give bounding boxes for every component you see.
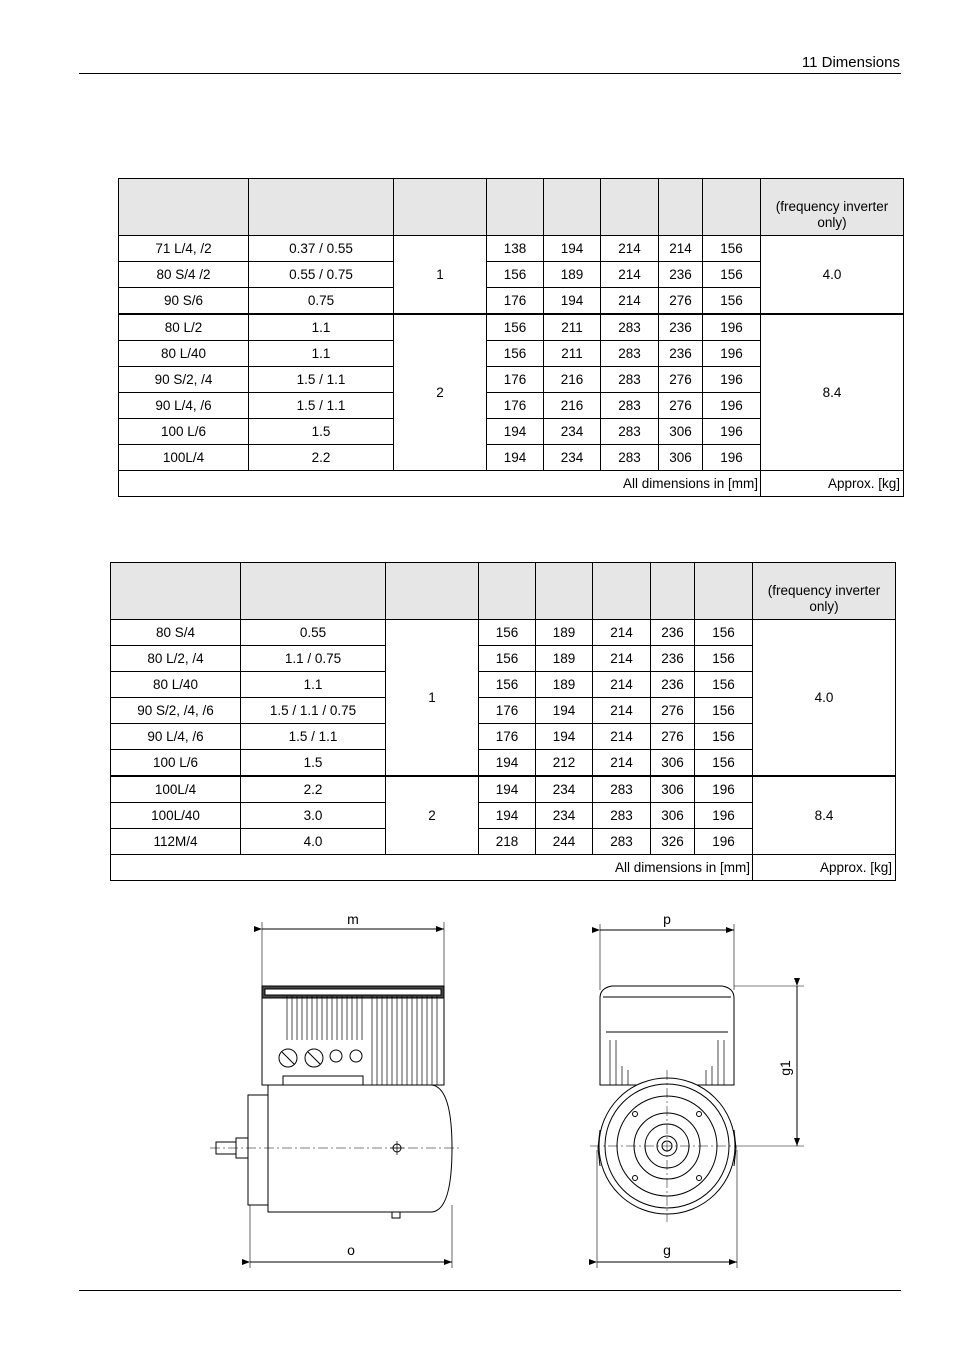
cell-dim: 196 (695, 803, 753, 829)
cell-dim: 306 (659, 445, 703, 471)
cell-dim: 306 (651, 776, 695, 803)
cell-type: 80 L/40 (119, 341, 249, 367)
cell-dim: 196 (703, 419, 761, 445)
dim-label-m: m (347, 911, 359, 927)
cell-power: 1.5 / 1.1 (249, 367, 394, 393)
cell-dim: 214 (601, 236, 659, 262)
cell-dim: 189 (536, 672, 593, 698)
cell-dim: 156 (695, 698, 753, 724)
cell-dim: 283 (593, 803, 651, 829)
weight-unit: Approx. [kg] (761, 471, 904, 497)
cell-type: 100L/4 (119, 445, 249, 471)
section-title: 11 Dimensions (801, 54, 900, 71)
cell-dim: 194 (487, 445, 544, 471)
cell-dim: 216 (544, 393, 601, 419)
cell-dim: 189 (544, 262, 601, 288)
cell-dim: 156 (695, 672, 753, 698)
cell-dim: 276 (659, 367, 703, 393)
cell-dim: 138 (487, 236, 544, 262)
dim-label-g: g (663, 1242, 671, 1258)
cell-power: 3.0 (241, 803, 386, 829)
cell-dim: 236 (659, 314, 703, 341)
cell-dim: 194 (544, 288, 601, 315)
cell-dim: 283 (601, 341, 659, 367)
cell-power: 2.2 (241, 776, 386, 803)
cell-dim: 276 (651, 724, 695, 750)
col-weight-header: (frequency inverter only) (761, 179, 904, 236)
cell-dim: 214 (593, 672, 651, 698)
cell-power: 2.2 (249, 445, 394, 471)
cell-power: 1.1 (241, 672, 386, 698)
cell-type: 90 L/4, /6 (119, 393, 249, 419)
cell-power: 1.1 / 0.75 (241, 646, 386, 672)
cell-dim: 234 (544, 419, 601, 445)
cell-type: 100L/40 (111, 803, 241, 829)
cell-type: 100 L/6 (119, 419, 249, 445)
cell-dim: 214 (593, 724, 651, 750)
cell-dim: 244 (536, 829, 593, 855)
cell-dim: 234 (536, 776, 593, 803)
cell-dim: 276 (651, 698, 695, 724)
cell-dim: 326 (651, 829, 695, 855)
cell-dim: 194 (536, 698, 593, 724)
cell-size: 2 (386, 776, 479, 855)
cell-dim: 176 (487, 288, 544, 315)
cell-dim: 176 (479, 724, 536, 750)
cell-dim: 156 (487, 314, 544, 341)
cell-type: 80 L/2, /4 (111, 646, 241, 672)
cell-dim: 276 (659, 393, 703, 419)
cell-size: 1 (394, 236, 487, 315)
cell-dim: 306 (659, 419, 703, 445)
cell-power: 1.5 (249, 419, 394, 445)
cell-weight: 8.4 (753, 776, 896, 855)
cell-dim: 276 (659, 288, 703, 315)
dim-label-g1: g1 (777, 1060, 793, 1076)
cell-dim: 194 (479, 776, 536, 803)
cell-dim: 156 (703, 288, 761, 315)
units-note: All dimensions in [mm] (119, 471, 761, 497)
cell-power: 1.5 / 1.1 (249, 393, 394, 419)
cell-weight: 8.4 (761, 314, 904, 471)
cell-dim: 216 (544, 367, 601, 393)
cell-size: 2 (394, 314, 487, 471)
cell-power: 1.1 (249, 341, 394, 367)
cell-dim: 283 (601, 314, 659, 341)
cell-dim: 194 (479, 803, 536, 829)
cell-type: 80 L/40 (111, 672, 241, 698)
cell-weight: 4.0 (761, 236, 904, 315)
cell-dim: 196 (703, 341, 761, 367)
cell-dim: 194 (536, 724, 593, 750)
col-weight-header: (frequency inverter only) (753, 563, 896, 620)
cell-dim: 214 (593, 698, 651, 724)
cell-power: 0.55 (241, 620, 386, 646)
weight-unit: Approx. [kg] (753, 855, 896, 881)
cell-dim: 306 (651, 750, 695, 777)
cell-power: 1.5 / 1.1 / 0.75 (241, 698, 386, 724)
cell-dim: 236 (651, 672, 695, 698)
cell-type: 80 S/4 (111, 620, 241, 646)
cell-type: 80 L/2 (119, 314, 249, 341)
cell-dim: 176 (479, 698, 536, 724)
cell-dim: 236 (659, 262, 703, 288)
cell-dim: 211 (544, 341, 601, 367)
cell-weight: 4.0 (753, 620, 896, 777)
cell-dim: 156 (703, 262, 761, 288)
cell-dim: 196 (703, 314, 761, 341)
cell-dim: 234 (536, 803, 593, 829)
cell-type: 90 L/4, /6 (111, 724, 241, 750)
cell-dim: 176 (487, 393, 544, 419)
cell-dim: 214 (659, 236, 703, 262)
cell-power: 1.5 (241, 750, 386, 777)
cell-power: 1.5 / 1.1 (241, 724, 386, 750)
cell-dim: 211 (544, 314, 601, 341)
cell-dim: 196 (695, 776, 753, 803)
cell-dim: 306 (651, 803, 695, 829)
cell-dim: 196 (703, 367, 761, 393)
cell-dim: 196 (695, 829, 753, 855)
front-view (590, 924, 804, 1268)
dim-label-p: p (663, 911, 671, 927)
cell-size: 1 (386, 620, 479, 777)
cell-dim: 214 (601, 262, 659, 288)
dim-label-o: o (347, 1242, 355, 1258)
cell-type: 71 L/4, /2 (119, 236, 249, 262)
cell-dim: 236 (651, 646, 695, 672)
cell-dim: 194 (544, 236, 601, 262)
cell-dim: 156 (479, 646, 536, 672)
cell-dim: 176 (487, 367, 544, 393)
cell-power: 4.0 (241, 829, 386, 855)
cell-dim: 214 (601, 288, 659, 315)
cell-type: 90 S/2, /4 (119, 367, 249, 393)
cell-dim: 196 (703, 445, 761, 471)
cell-type: 90 S/6 (119, 288, 249, 315)
cell-dim: 156 (487, 262, 544, 288)
cell-dim: 283 (593, 829, 651, 855)
cell-dim: 236 (659, 341, 703, 367)
cell-type: 100 L/6 (111, 750, 241, 777)
cell-dim: 156 (695, 620, 753, 646)
side-view (210, 922, 460, 1268)
cell-dim: 214 (593, 620, 651, 646)
cell-dim: 283 (601, 367, 659, 393)
cell-dim: 283 (593, 776, 651, 803)
cell-dim: 194 (487, 419, 544, 445)
cell-type: 80 S/4 /2 (119, 262, 249, 288)
units-note: All dimensions in [mm] (111, 855, 753, 881)
cell-dim: 234 (544, 445, 601, 471)
cell-dim: 283 (601, 445, 659, 471)
cell-dim: 156 (479, 620, 536, 646)
cell-dim: 283 (601, 393, 659, 419)
cell-dim: 236 (651, 620, 695, 646)
cell-dim: 212 (536, 750, 593, 777)
cell-dim: 189 (536, 620, 593, 646)
cell-dim: 156 (695, 724, 753, 750)
cell-dim: 156 (487, 341, 544, 367)
cell-power: 0.75 (249, 288, 394, 315)
cell-dim: 194 (479, 750, 536, 777)
cell-dim: 189 (536, 646, 593, 672)
cell-dim: 156 (479, 672, 536, 698)
cell-dim: 218 (479, 829, 536, 855)
cell-type: 112M/4 (111, 829, 241, 855)
cell-dim: 156 (695, 646, 753, 672)
cell-dim: 156 (695, 750, 753, 777)
cell-dim: 283 (601, 419, 659, 445)
cell-power: 0.55 / 0.75 (249, 262, 394, 288)
cell-dim: 214 (593, 646, 651, 672)
cell-type: 100L/4 (111, 776, 241, 803)
cell-type: 90 S/2, /4, /6 (111, 698, 241, 724)
footer-rule (79, 1290, 901, 1291)
cell-dim: 156 (703, 236, 761, 262)
cell-dim: 196 (703, 393, 761, 419)
cell-dim: 214 (593, 750, 651, 777)
cell-power: 1.1 (249, 314, 394, 341)
cell-power: 0.37 / 0.55 (249, 236, 394, 262)
